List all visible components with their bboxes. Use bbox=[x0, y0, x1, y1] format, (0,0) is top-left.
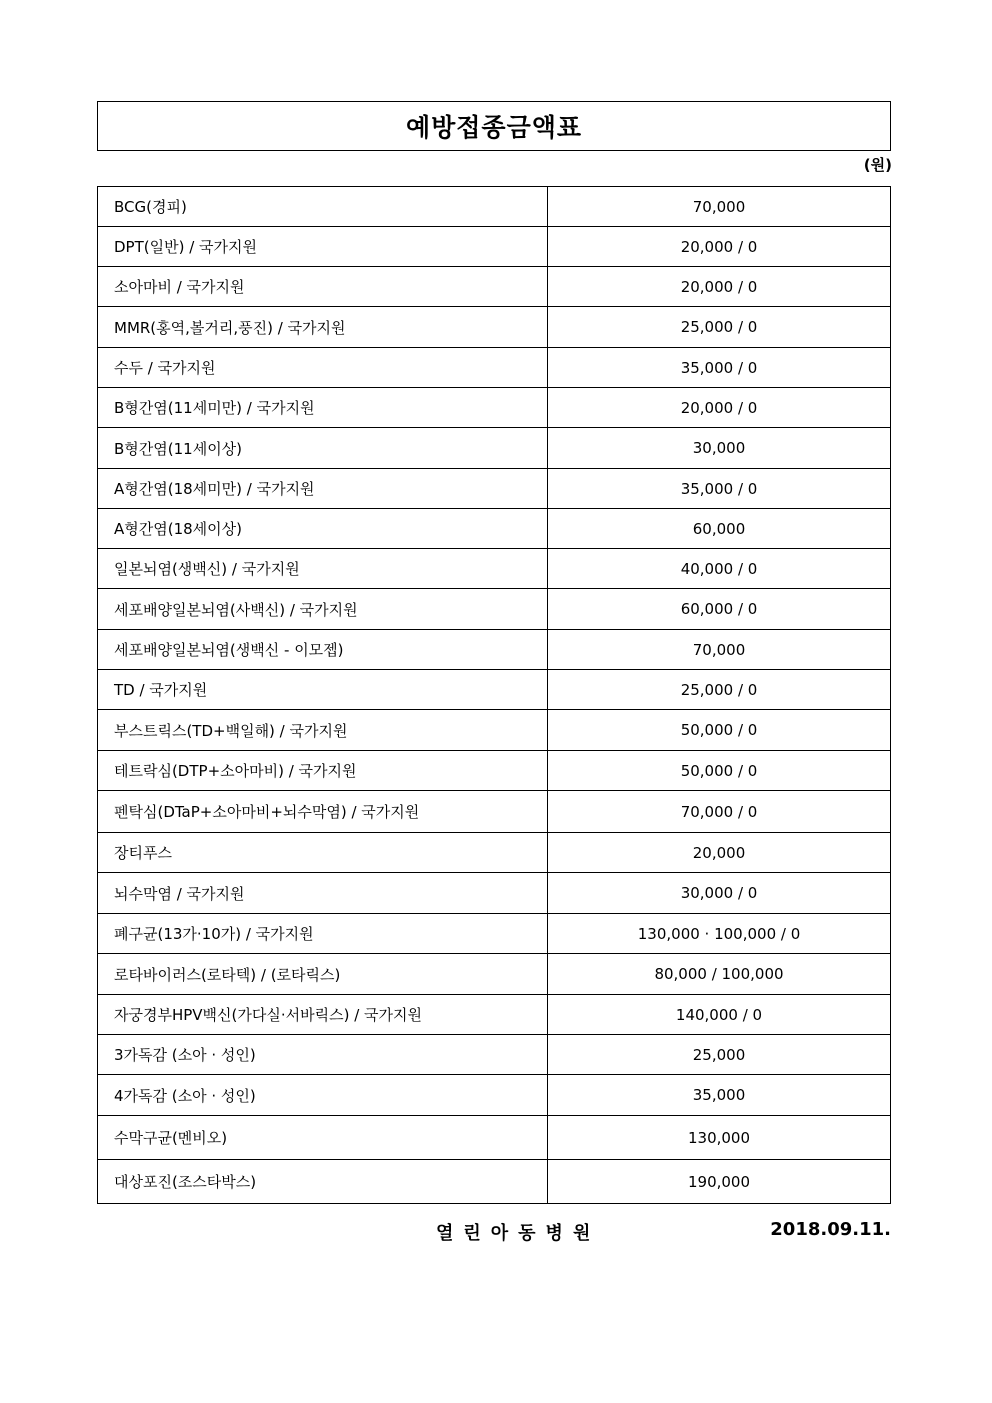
vaccine-price: 35,000 / 0 bbox=[548, 348, 891, 388]
table-row bbox=[98, 995, 891, 1035]
vaccine-price: 70,000 / 0 bbox=[548, 791, 891, 833]
vaccine-price: 140,000 / 0 bbox=[548, 995, 891, 1035]
vaccine-price: 60,000 bbox=[548, 509, 891, 549]
price-table-body bbox=[98, 187, 891, 1204]
table-row bbox=[98, 509, 891, 549]
table-row bbox=[98, 670, 891, 710]
table-row bbox=[98, 267, 891, 307]
table-row bbox=[98, 307, 891, 348]
vaccine-price: 20,000 / 0 bbox=[548, 267, 891, 307]
vaccine-price: 190,000 bbox=[548, 1160, 891, 1204]
vaccine-price: 30,000 / 0 bbox=[548, 873, 891, 914]
table-row bbox=[98, 630, 891, 670]
table-row bbox=[98, 710, 891, 751]
vaccine-price: 60,000 / 0 bbox=[548, 589, 891, 630]
vaccine-name: A형간염(18세이상) bbox=[98, 509, 548, 549]
table-row bbox=[98, 589, 891, 630]
unit-label: (원) bbox=[863, 156, 892, 174]
vaccine-name: 테트락심(DTP+소아마비) / 국가지원 bbox=[98, 751, 548, 791]
vaccine-name: DPT(일반) / 국가지원 bbox=[98, 227, 548, 267]
vaccine-price: 130,000 bbox=[548, 1116, 891, 1160]
vaccine-name: MMR(홍역,볼거리,풍진) / 국가지원 bbox=[98, 307, 548, 348]
vaccine-name: A형간염(18세미만) / 국가지원 bbox=[98, 469, 548, 509]
vaccine-name: 펜탁심(DTaP+소아마비+뇌수막염) / 국가지원 bbox=[98, 791, 548, 833]
vaccine-name: 장티푸스 bbox=[98, 833, 548, 873]
vaccine-price: 20,000 bbox=[548, 833, 891, 873]
vaccine-price: 20,000 / 0 bbox=[548, 388, 891, 428]
table-row bbox=[98, 914, 891, 954]
table-row bbox=[98, 469, 891, 509]
vaccine-name: 일본뇌염(생백신) / 국가지원 bbox=[98, 549, 548, 589]
vaccine-price: 30,000 bbox=[548, 428, 891, 469]
vaccine-price: 50,000 / 0 bbox=[548, 710, 891, 751]
vaccine-price: 50,000 / 0 bbox=[548, 751, 891, 791]
table-row bbox=[98, 187, 891, 227]
price-table bbox=[97, 186, 891, 1204]
vaccine-name: 3가독감 (소아 · 성인) bbox=[98, 1035, 548, 1075]
vaccine-name: 뇌수막염 / 국가지원 bbox=[98, 873, 548, 914]
vaccine-name: 자궁경부HPV백신(가다실·서바릭스) / 국가지원 bbox=[98, 995, 548, 1035]
vaccine-name: 수막구균(멘비오) bbox=[98, 1116, 548, 1160]
table-row bbox=[98, 428, 891, 469]
table-row bbox=[98, 549, 891, 589]
vaccine-price: 130,000 · 100,000 / 0 bbox=[548, 914, 891, 954]
vaccine-name: 로타바이러스(로타텍) / (로타릭스) bbox=[98, 954, 548, 995]
vaccine-name: 대상포진(조스타박스) bbox=[98, 1160, 548, 1204]
vaccine-price: 25,000 / 0 bbox=[548, 307, 891, 348]
vaccine-price: 25,000 / 0 bbox=[548, 670, 891, 710]
vaccine-price: 35,000 / 0 bbox=[548, 469, 891, 509]
vaccine-price: 80,000 / 100,000 bbox=[548, 954, 891, 995]
vaccine-name: B형간염(11세이상) bbox=[98, 428, 548, 469]
vaccine-price: 70,000 bbox=[548, 187, 891, 227]
vaccine-name: 수두 / 국가지원 bbox=[98, 348, 548, 388]
vaccine-name: B형간염(11세미만) / 국가지원 bbox=[98, 388, 548, 428]
page-title: 예방접종금액표 bbox=[405, 113, 583, 142]
table-row bbox=[98, 954, 891, 995]
table-row bbox=[98, 227, 891, 267]
table-row bbox=[98, 1160, 891, 1204]
vaccine-price: 40,000 / 0 bbox=[548, 549, 891, 589]
table-row bbox=[98, 873, 891, 914]
vaccine-name: TD / 국가지원 bbox=[98, 670, 548, 710]
vaccine-name: 세포배양일본뇌염(생백신 - 이모젭) bbox=[98, 630, 548, 670]
vaccine-price: 35,000 bbox=[548, 1075, 891, 1116]
table-row bbox=[98, 1035, 891, 1075]
vaccine-name: 부스트릭스(TD+백일해) / 국가지원 bbox=[98, 710, 548, 751]
title-box bbox=[97, 101, 891, 151]
vaccine-name: 세포배양일본뇌염(사백신) / 국가지원 bbox=[98, 589, 548, 630]
document-date: 2018.09.11. bbox=[770, 1219, 891, 1240]
vaccine-name: 4가독감 (소아 · 성인) bbox=[98, 1075, 548, 1116]
vaccine-name: 소아마비 / 국가지원 bbox=[98, 267, 548, 307]
table-row bbox=[98, 1075, 891, 1116]
table-row bbox=[98, 1116, 891, 1160]
vaccine-price: 70,000 bbox=[548, 630, 891, 670]
table-row bbox=[98, 833, 891, 873]
vaccine-name: 폐구균(13가·10가) / 국가지원 bbox=[98, 914, 548, 954]
table-row bbox=[98, 791, 891, 833]
table-row bbox=[98, 348, 891, 388]
vaccine-price: 25,000 bbox=[548, 1035, 891, 1075]
hospital-name: 열린아동병원 bbox=[436, 1223, 601, 1244]
vaccine-name: BCG(경피) bbox=[98, 187, 548, 227]
table-row bbox=[98, 388, 891, 428]
vaccine-price: 20,000 / 0 bbox=[548, 227, 891, 267]
table-row bbox=[98, 751, 891, 791]
